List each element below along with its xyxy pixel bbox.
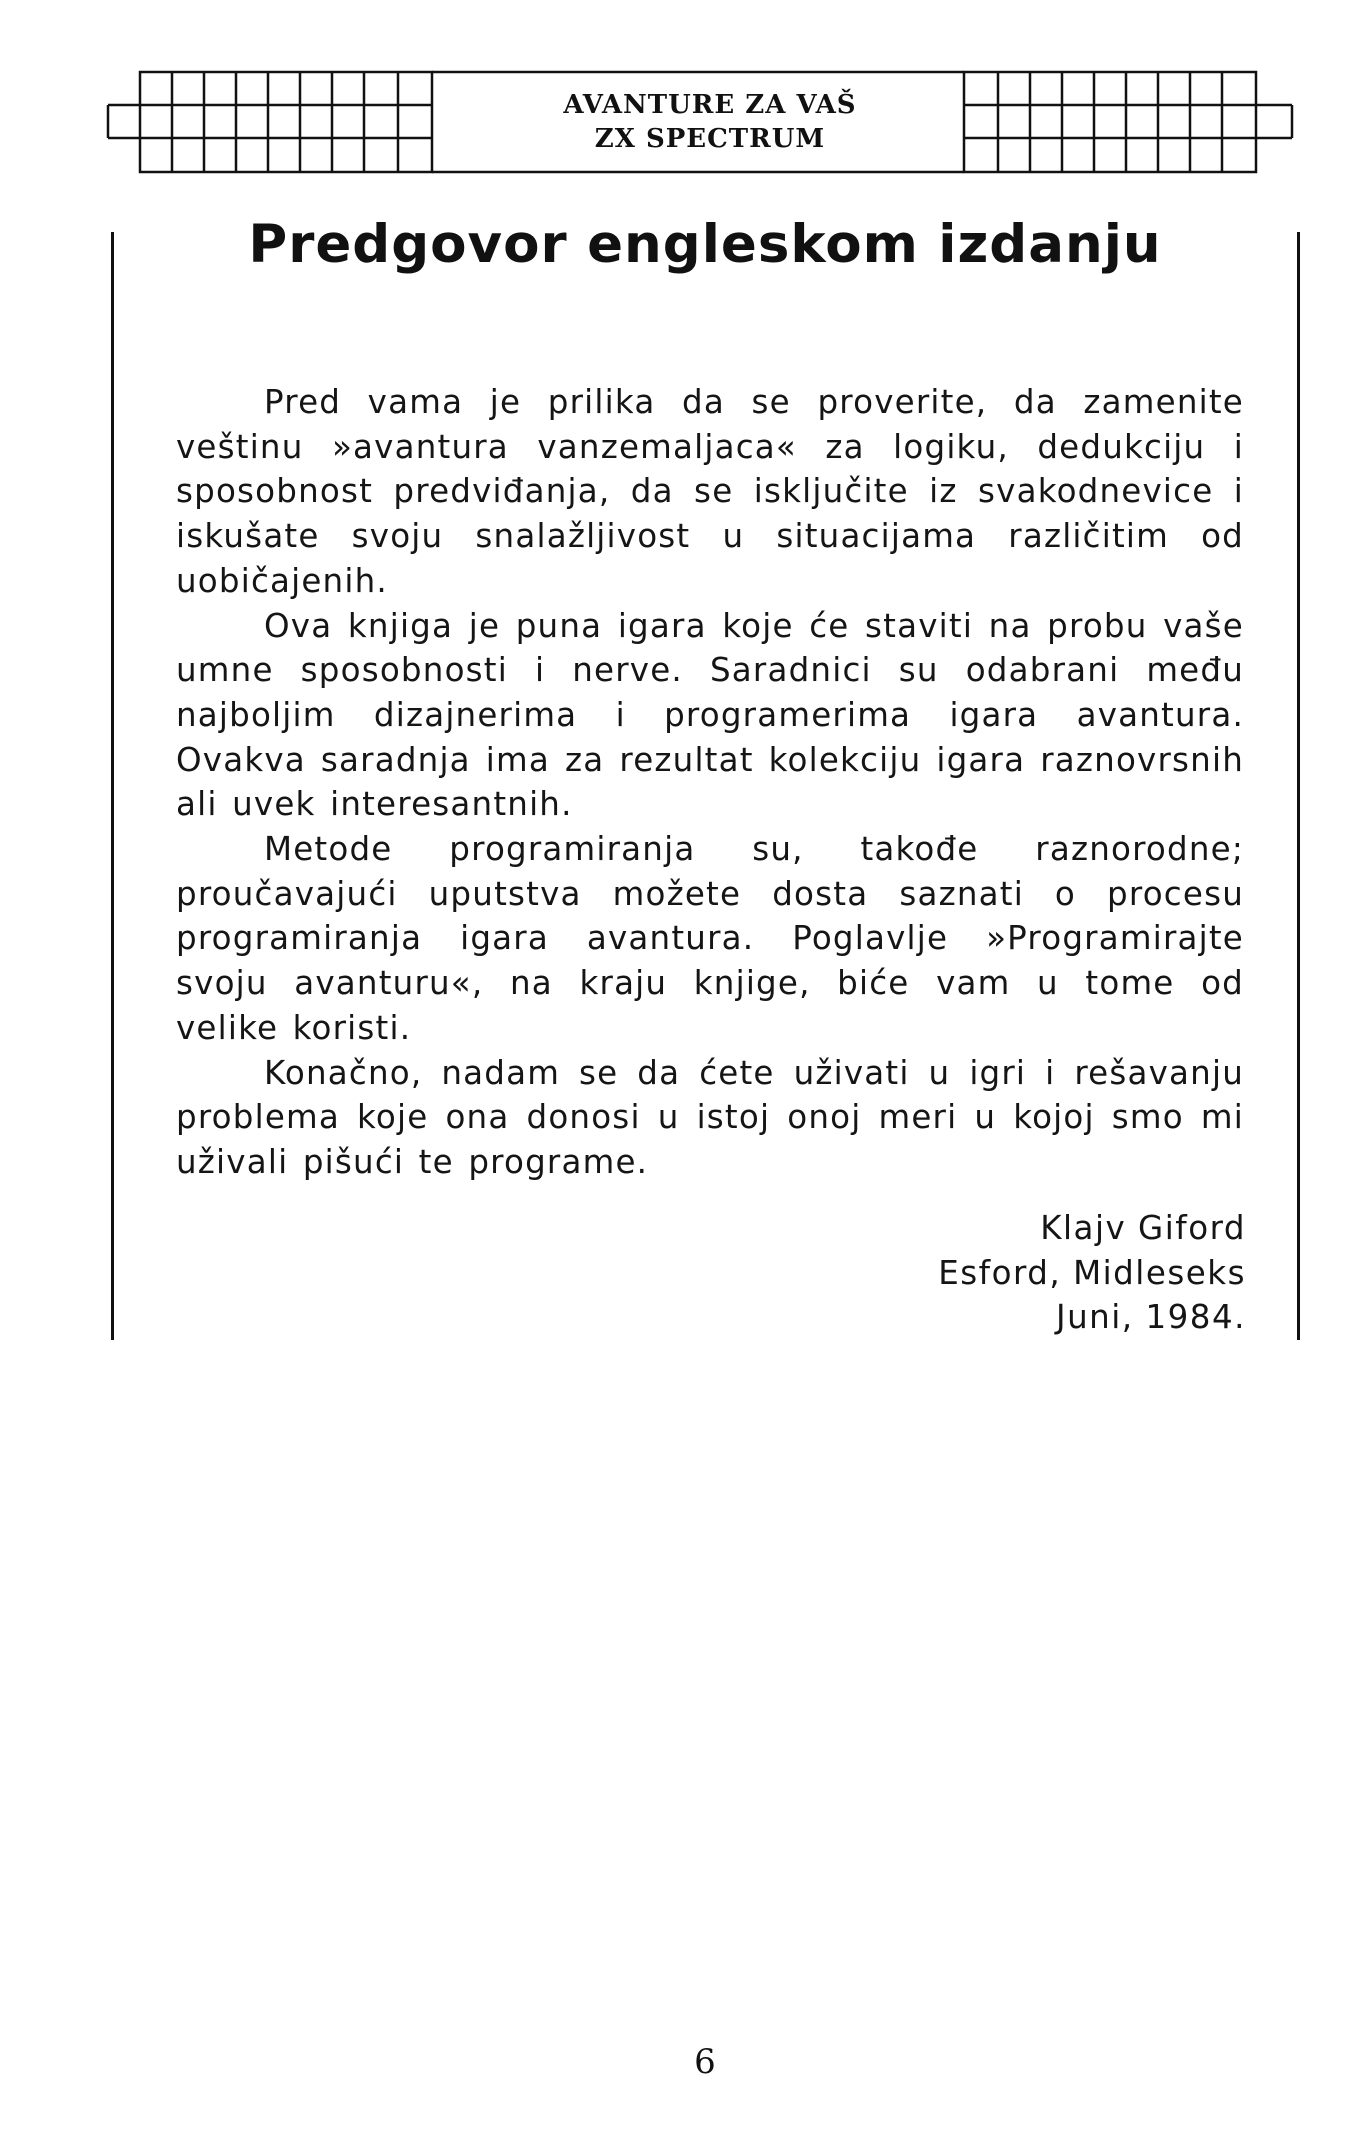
signature-block: [700, 1206, 1246, 1340]
preface-body: [176, 380, 1244, 1185]
paragraph-2: Ova knjiga je puna igara koje će staviti na probu vaše umne sposobnosti i nerve. Saradnici su odabrani među najboljim dizajnerima i programerima igara avantura. Ovakva saradnja ima za rezultat kolekciju igara raznovrsnih ali uvek interesantnih.: [176, 606, 1244, 824]
signature-date: Juni, 1984.: [1055, 1298, 1246, 1337]
running-header-line-2: ZX SPECTRUM: [594, 124, 826, 154]
left-margin-rule: [111, 232, 114, 1340]
running-header-line-1: AVANTURE ZA VAŠ: [563, 90, 857, 120]
page-number: 6: [694, 2042, 716, 2082]
paragraph-1: Pred vama je prilika da se proverite, da zamenite veštinu »avantura vanzemaljaca« za logiku, dedukciju i sposobnost predviđanja, da se isključite iz svakodnevice i iskušate svoju snalažljivost u situacijama različitim od uobičajenih.: [176, 383, 1244, 600]
page-title: Predgovor engleskom izdanju: [248, 214, 1162, 275]
signature-place: Esford, Midleseks: [938, 1253, 1246, 1292]
left-grid-frame: [140, 72, 432, 172]
signature-name: Klajv Giford: [1040, 1209, 1246, 1247]
right-grid-frame: [964, 72, 1256, 172]
paragraph-3: Metode programiranja su, takođe raznorodne; proučavajući uputstva možete dosta saznati o procesu programiranja igara avantura. Poglavlje »Programirajte svoju avanturu«, na kraju knjige, biće vam u tome od velike koristi.: [176, 830, 1244, 1047]
paragraph-4: Konačno, nadam se da ćete uživati u igri i rešavanju problema koje ona donosi u istoj onoj meri u kojoj smo mi uživali pišući te programe.: [176, 1053, 1244, 1181]
right-margin-rule: [1297, 232, 1300, 1340]
running-header: [430, 88, 990, 156]
